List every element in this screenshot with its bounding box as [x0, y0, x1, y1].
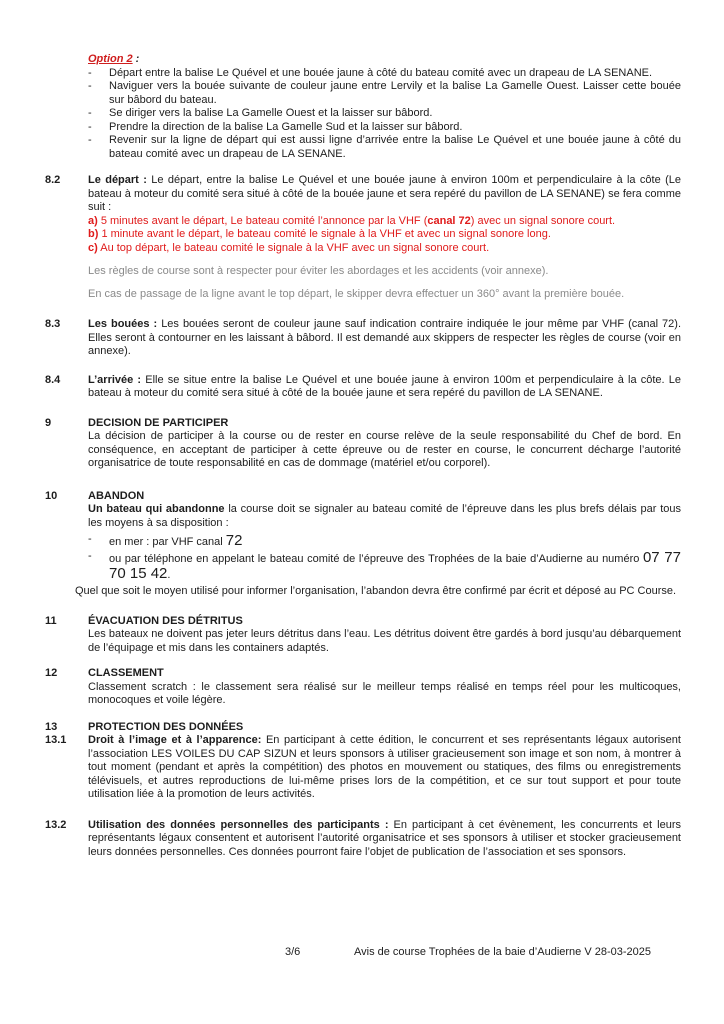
section-number: 8.2: [45, 174, 61, 187]
bullet-text-post: .: [167, 569, 171, 582]
bullet-text: [109, 533, 681, 550]
step-text: 1 minute avant le départ, le bateau comité le signale à la VHF et avec un signal sonore long.: [98, 228, 551, 241]
vhf-channel-number: 72: [225, 532, 243, 550]
section-title: CLASSEMENT: [88, 667, 164, 680]
section-paragraph: [88, 174, 681, 215]
section-text: En participant à cet évènement, les concurrents et leurs représentants légaux consentent et autorisent l’autorité organisatrice et ses sponsors à utiliser et stocker gracieusement leurs données personnelles. Ces données pourront faire l’objet de publication de l’association et ses sponsors.: [88, 818, 681, 858]
list-item: [88, 121, 681, 135]
section-title: ABANDON: [88, 489, 145, 502]
section-number: 13.1: [45, 734, 67, 747]
phone-number: 07 77 70 15 42: [109, 548, 681, 583]
bullet-text: Revenir sur la ligne de départ qui est aussi ligne d’arrivée entre la balise Le Quével et une bouée jaune à côté du bateau comité avec un drapeau de LA SENANE.: [109, 134, 681, 160]
section-body: [88, 667, 681, 708]
option2-heading-text: Option 2: [88, 53, 133, 65]
section-title: DECISION DE PARTICIPER: [88, 416, 229, 429]
section-number: 13: [45, 720, 58, 733]
section-label: Utilisation des données personnelles des participants :: [88, 818, 389, 831]
bullet-dash: -: [88, 134, 92, 147]
section-title: ÉVACUATION DES DÉTRITUS: [88, 614, 243, 627]
section-number: 10: [45, 489, 58, 502]
section-text: Le départ, entre la balise Le Quével et une bouée jaune à environ 100m et perpendiculaire à la côte (Le bateau à moteur du comité sera situé à côté de la bouée jaune et sera repéré du pavillon de LA SENANE) se fera comme suit :: [88, 174, 681, 214]
section-text: Les bateaux ne doivent pas jeter leurs détritus dans l’eau. Les détritus doivent être gardés à bord jusqu’au débarquement de l’équipage et mis dans les containers adaptés.: [88, 628, 681, 654]
section-body: [88, 374, 681, 401]
section-number: 8.3: [45, 318, 61, 331]
list-item: [88, 107, 681, 121]
section-9: [45, 417, 681, 471]
step-text: ) avec un signal sonore court.: [470, 214, 616, 227]
early-start-note: En cas de passage de la ligne avant le top départ, le skipper devra effectuer un 360° avant la première bouée.: [88, 287, 625, 300]
section-text: En participant à cette édition, le concurrent et ses représentants légaux autorisent l’association LES VOILES DU CAP SIZUN et leurs sponsors à utiliser gracieusement son image et son nom, à montrer à tout moment (pendant et après la compétition) des photos en mouvement ou statiques, des films ou enregistrements télévisuels, et autres reproductions de lui-même prises lors de la compétition, et ce sur tout support et pour toute utilisation liée à la promotion de leurs activités.: [88, 734, 681, 801]
step-letter: c): [88, 241, 98, 254]
list-item: [88, 550, 681, 583]
step-text: 5 minutes avant le départ, Le bateau comité l’annonce par la VHF (: [97, 214, 428, 227]
bullet-text: Départ entre la balise Le Quével et une bouée jaune à côté du bateau comité avec un drapeau de LA SENANE.: [109, 66, 653, 79]
bullet-text: Prendre la direction de la balise La Gamelle Sud et la laisser sur bâbord.: [109, 120, 463, 133]
section-body: [88, 318, 681, 359]
start-step-b: [88, 228, 681, 242]
abandon-list: [88, 533, 681, 583]
section-8-4: [45, 374, 681, 401]
section-text: Classement scratch : le classement sera réalisé sur le meilleur temps réalisé en temps réel pour les multicoques, monocoques et voile légère.: [88, 680, 681, 707]
section-13-2: [45, 819, 681, 860]
section-text: La décision de participer à la course ou de rester en course relève de la seule responsabilité du Chef de bord. En conséquence, en acceptant de participer à cette épreuve ou de rester en course, le concurrent décharge l’autorité organisatrice de toute responsabilité en cas de dommage (matériel et/ou corporel).: [88, 430, 681, 470]
option2-list: [88, 67, 681, 162]
section-label: L’arrivée :: [88, 373, 142, 386]
section-body: [88, 819, 681, 860]
abandon-confirmation-note: Quel que soit le moyen utilisé pour informer l’organisation, l’abandon devra être confirmé par écrit et déposé au PC Course.: [75, 584, 677, 597]
section-10: [45, 490, 681, 599]
list-item: [88, 533, 681, 550]
section-number: 9: [45, 416, 52, 429]
vhf-channel-bold: canal 72: [427, 214, 471, 227]
section-body: [88, 734, 681, 802]
section-13: [45, 721, 681, 735]
section-label: Un bateau qui abandonne: [88, 503, 225, 516]
bullet-text-pre: en mer : par VHF canal: [109, 536, 226, 549]
rules-note: Les règles de course sont à respecter pour éviter les abordages et les accidents (voir annexe).: [88, 265, 549, 278]
page-number: 3/6: [285, 946, 301, 958]
step-letter: b): [88, 228, 99, 241]
list-item: [88, 67, 681, 81]
bullet-dash: -: [88, 533, 92, 546]
section-number: 11: [45, 614, 57, 627]
section-number: 13.2: [45, 818, 67, 831]
footer-document-title: Avis de course Trophées de la baie d’Audierne V 28-03-2025: [354, 946, 651, 958]
section-11: [45, 615, 681, 656]
section-body: [75, 489, 682, 599]
section-12: [45, 667, 681, 708]
bullet-dash: -: [88, 80, 92, 93]
option2-block: [88, 53, 681, 161]
step-letter: a): [88, 214, 98, 227]
section-title: PROTECTION DES DONNÉES: [88, 720, 244, 733]
list-item: [88, 80, 681, 107]
section-body: [88, 174, 681, 301]
section-body: [88, 417, 681, 471]
section-body: [88, 615, 681, 656]
section-number: 8.4: [45, 373, 61, 386]
bullet-text: [109, 550, 681, 583]
section-label-colon: :: [257, 734, 266, 747]
section-number: 12: [45, 667, 58, 680]
section-text: la course doit se signaler au bateau comité de l’épreuve dans les plus brefs délais par tous les moyens à sa disposition :: [88, 503, 682, 529]
step-text: Au top départ, le bateau comité le signale à la VHF avec un signal sonore court.: [97, 241, 490, 254]
section-label: Les bouées :: [88, 318, 158, 331]
option2-heading-colon: :: [132, 53, 140, 65]
section-label: Le départ :: [88, 174, 147, 187]
section-text: Les bouées seront de couleur jaune sauf indication contraire indiquée le jour même par VHF (canal 72). Elles seront à contourner en les laissant à bâbord. Il est demandé aux skippers de respecter les règles de course (voir en annexe).: [88, 318, 682, 358]
bullet-text-pre: ou par téléphone en appelant le bateau comité de l’épreuve des Trophées de la baie d’Audierne au numéro: [109, 552, 643, 565]
section-text: Elle se situe entre la balise Le Quével et une bouée jaune à environ 100m et perpendiculaire à la côte. Le bateau à moteur du comité sera situé à côté de la bouée jaune et sera repéré du pavillon de LA SENANE.: [88, 373, 682, 400]
section-8-3: [45, 318, 681, 359]
section-paragraph: [88, 503, 681, 530]
list-item: [88, 134, 681, 161]
section-13-1: [45, 734, 681, 802]
start-step-a: [88, 215, 681, 229]
bullet-dash: -: [88, 66, 92, 79]
section-8-2: [45, 174, 681, 301]
section-label: Droit à l’image et à l’apparence: [88, 734, 258, 747]
option2-heading: [88, 53, 681, 67]
bullet-text: Naviguer vers la bouée suivante de couleur jaune entre Lervily et la balise La Gamelle Ouest. Laisser cette bouée sur bâbord du bateau.: [109, 80, 681, 106]
section-body: [88, 721, 681, 735]
start-step-c: [88, 242, 681, 256]
bullet-text: Se diriger vers la balise La Gamelle Ouest et la laisser sur bâbord.: [109, 107, 433, 120]
bullet-dash: -: [88, 549, 92, 562]
bullet-dash: -: [88, 120, 92, 133]
page-footer: [0, 946, 724, 962]
bullet-dash: -: [88, 107, 92, 120]
